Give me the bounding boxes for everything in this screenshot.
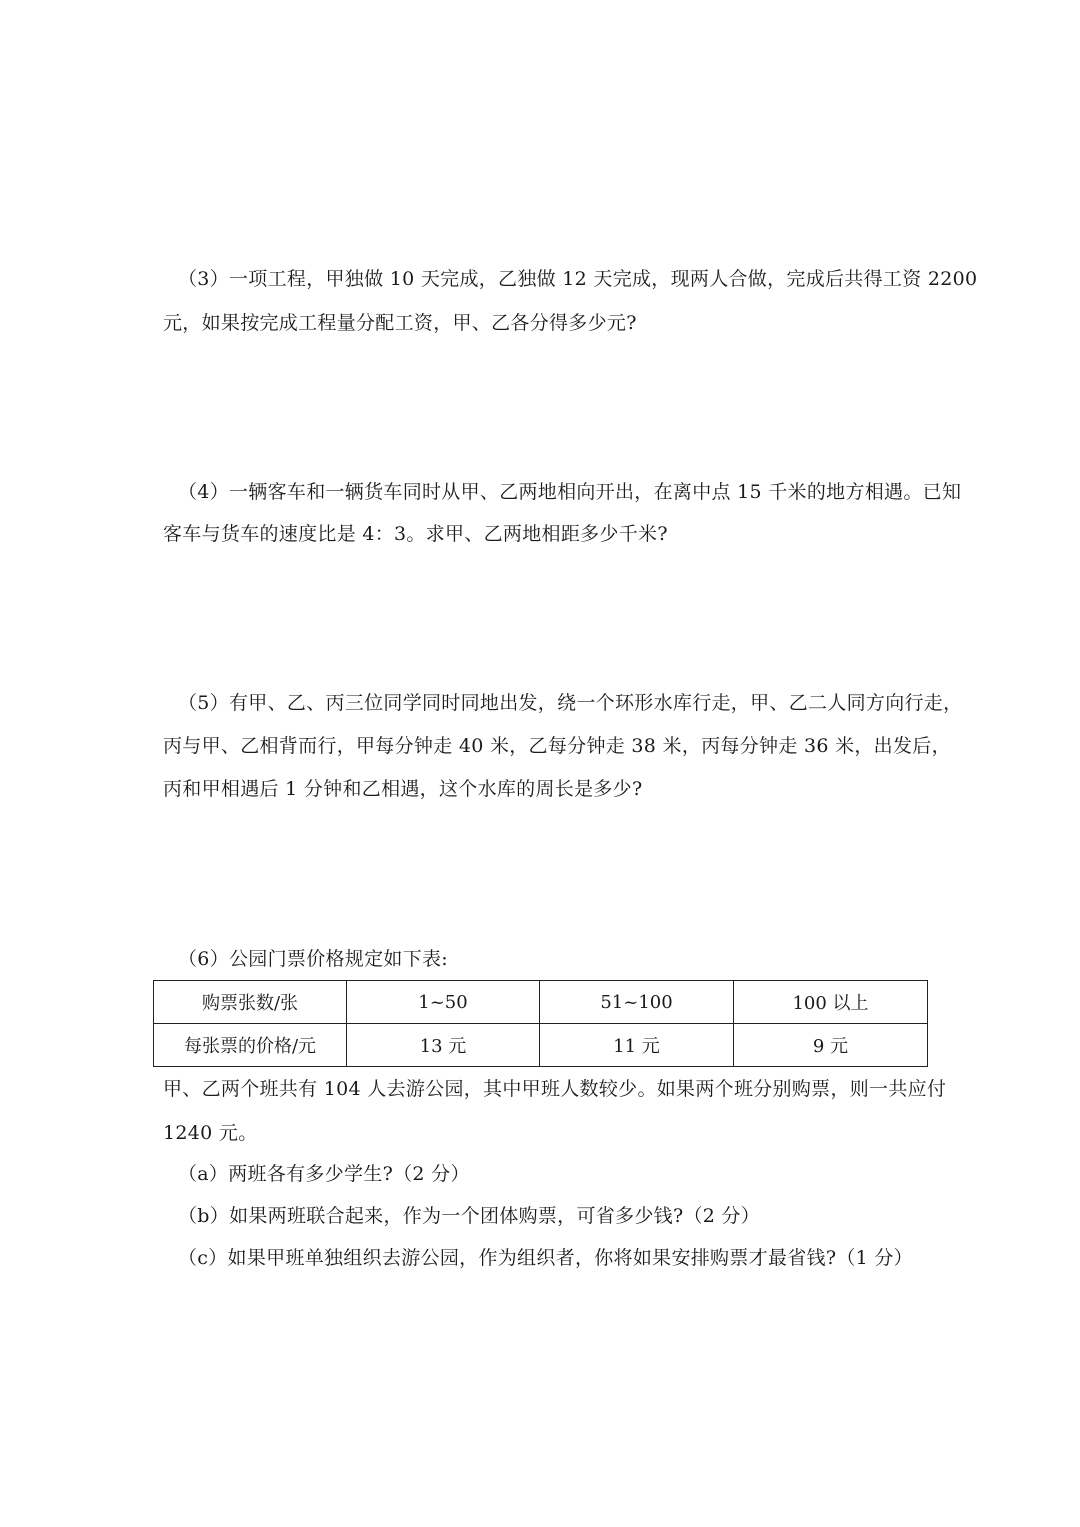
question-6-part-a: （a）两班各有多少学生?（2 分）: [178, 1163, 470, 1185]
question-4-line-1: （4）一辆客车和一辆货车同时从甲、乙两地相向开出，在离中点 15 千米的地方相遇。已知: [178, 481, 962, 503]
question-5-line-2: 丙与甲、乙相背而行，甲每分钟走 40 米，乙每分钟走 38 米，丙每分钟走 36 米，出发后，: [163, 735, 951, 757]
question-4-line-2: 客车与货车的速度比是 4：3。求甲、乙两地相距多少千米?: [163, 523, 668, 545]
question-3-line-1: （3）一项工程，甲独做 10 天完成，乙独做 12 天完成，现两人合做，完成后共得工资 2200: [178, 268, 978, 290]
question-5-line-3: 丙和甲相遇后 1 分钟和乙相遇，这个水库的周长是多少?: [163, 778, 643, 800]
table-cell: 11 元: [540, 1024, 734, 1067]
question-6-intro: （6）公园门票价格规定如下表:: [178, 948, 448, 970]
table-cell: 100 以上: [734, 981, 928, 1024]
table-cell: 1~50: [347, 981, 540, 1024]
question-6-part-b: （b）如果两班联合起来，作为一个团体购票，可省多少钱?（2 分）: [178, 1205, 761, 1227]
question-6-part-c: （c）如果甲班单独组织去游公园，作为组织者，你将如果安排购票才最省钱?（1 分）: [178, 1247, 913, 1269]
question-3-line-2: 元，如果按完成工程量分配工资，甲、乙各分得多少元?: [163, 312, 637, 334]
question-5-line-1: （5）有甲、乙、丙三位同学同时同地出发，绕一个环形水库行走，甲、乙二人同方向行走，: [178, 692, 963, 714]
table-row: [154, 981, 928, 1024]
table-cell: 51~100: [540, 981, 734, 1024]
table-cell: 13 元: [347, 1024, 540, 1067]
table-cell: 9 元: [734, 1024, 928, 1067]
table-row: [154, 1024, 928, 1067]
ticket-price-table: [153, 980, 928, 1067]
table-cell: 每张票的价格/元: [154, 1024, 347, 1067]
question-6-line-3: 1240 元。: [163, 1122, 258, 1144]
table-cell: 购票张数/张: [154, 981, 347, 1024]
question-6-line-2: 甲、乙两个班共有 104 人去游公园，其中甲班人数较少。如果两个班分别购票，则一共应付: [163, 1078, 947, 1100]
